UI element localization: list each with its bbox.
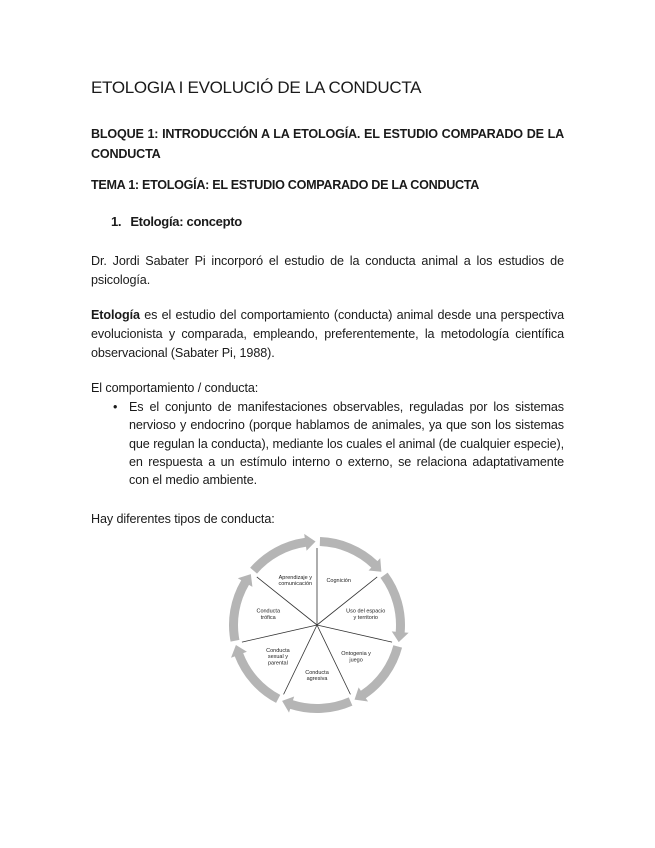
cycle-arrow-segment — [229, 574, 252, 641]
section-heading — [111, 214, 242, 229]
paragraph-definition — [91, 306, 564, 363]
cycle-segment-label: Aprendizaje y comunicación — [278, 574, 313, 588]
cycle-segment-label: Cognición — [326, 577, 351, 584]
cycle-arrow-segment — [380, 573, 408, 643]
bullet-text: Es el conjunto de manifestaciones observables, reguladas por los sistemas nervioso y endocrino (porque hablamos de animales, ya que son los sistemas que regulan la conducta), mediante los cuales el animal (de cualquier especie), en respuesta a un estímulo interno o externo, se relaciona adaptativamente con el medio ambiente. — [129, 400, 564, 488]
section-number: 1. — [111, 214, 122, 229]
cycle-segment-label: Conducta sexual y parental — [266, 647, 290, 667]
cycle-divider-line — [284, 625, 317, 694]
paragraph-behaviour-intro: El comportamiento / conducta: — [91, 381, 259, 395]
cycle-segment-label: Uso del espacio y territorio — [346, 608, 386, 622]
cycle-arrow-segment — [320, 537, 382, 572]
theme-heading: TEMA 1: ETOLOGÍA: EL ESTUDIO COMPARADO DE LA CONDUCTA — [91, 178, 480, 192]
block-heading: BLOQUE 1: INTRODUCCIÓN A LA ETOLOGÍA. EL ESTUDIO COMPARADO DE LA CONDUCTA — [91, 127, 564, 161]
cycle-arrow-segment — [282, 696, 352, 713]
paragraph-types: Hay diferentes tipos de conducta: — [91, 512, 275, 526]
definition-text: es el estudio del comportamiento (conducta) animal desde una perspectiva evolucionista y comparada, empleando, preferentemente, la metodología científica observacional (Sabater Pi, 1988). — [91, 308, 564, 360]
paragraph-sabater: Dr. Jordi Sabater Pi incorporó el estudio de la conducta animal a los estudios de psicología. — [91, 254, 564, 287]
cycle-segment-label: Ontogenia y juego — [341, 651, 371, 664]
behaviour-types-cycle-diagram — [222, 530, 412, 720]
cycle-segment-label: Conducta trófica — [256, 608, 281, 622]
cycle-divider-line — [317, 625, 392, 642]
section-title: Etología: concepto — [130, 214, 242, 229]
cycle-divider-line — [317, 625, 350, 694]
bullet-dot: • — [113, 400, 118, 414]
cycle-divider-line — [242, 625, 317, 642]
cycle-segment-label: Conducta agresiva — [305, 669, 329, 683]
definition-term: Etología — [91, 308, 140, 322]
cycle-arrow-segment — [250, 534, 315, 574]
document-title: ETOLOGIA I EVOLUCIÓ DE LA CONDUCTA — [91, 78, 422, 97]
